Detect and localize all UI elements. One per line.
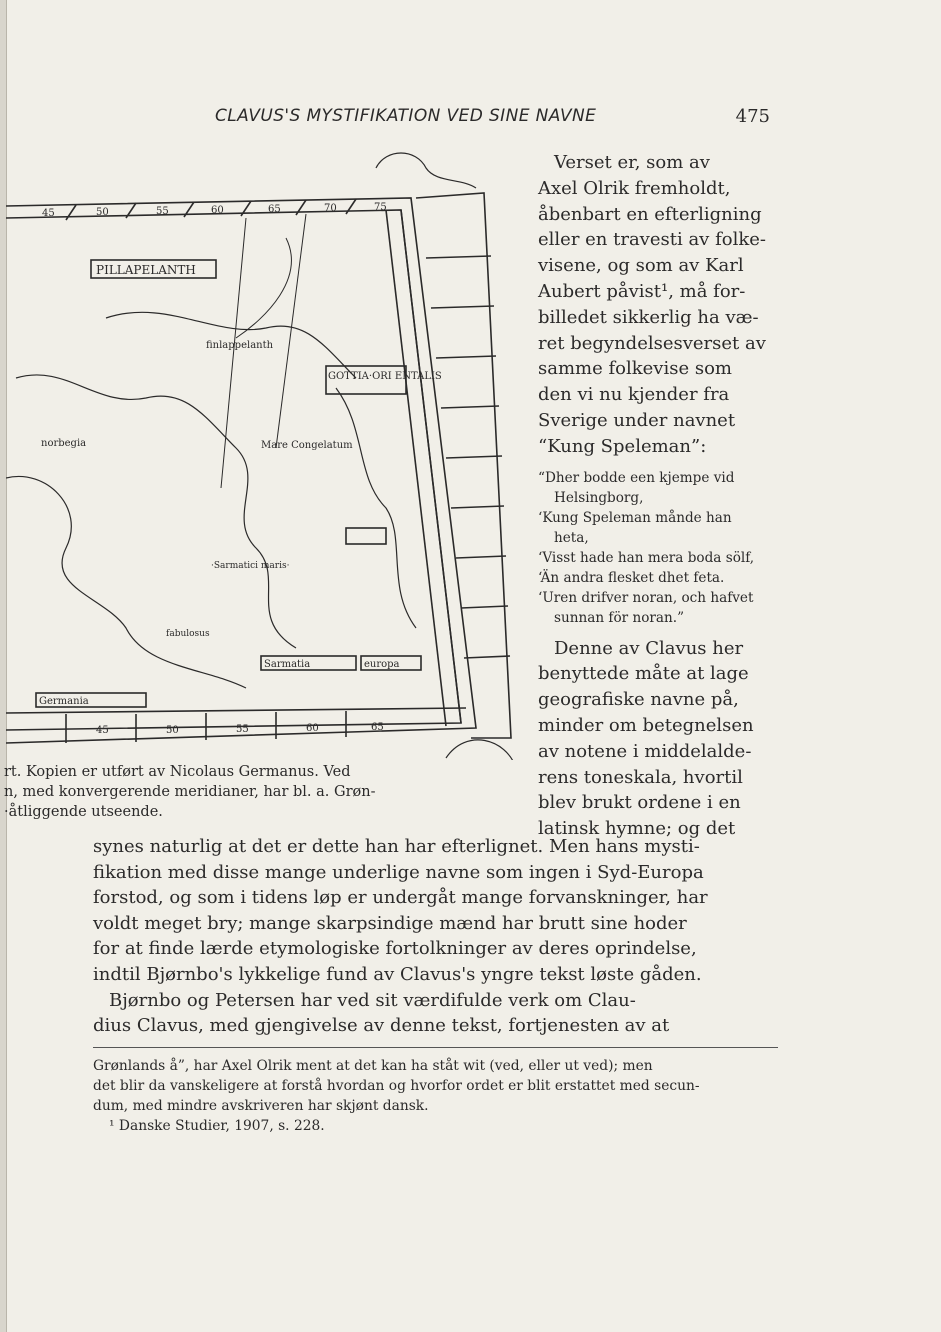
text-line: ret begyndelsesverset av [538, 332, 766, 354]
map-degree-label: 45 [42, 208, 55, 219]
poem-line: ‘Kung Speleman månde han [538, 509, 732, 526]
poem-line: Helsingborg, [554, 489, 644, 506]
poem-line: “Dher bodde een kjempe vid [538, 469, 735, 486]
map-degree-label: 70 [324, 203, 337, 214]
full-width-text [93, 834, 778, 1039]
text-line: Verset er, som av [554, 152, 710, 173]
text-line: blev brukt ordene i en [538, 792, 741, 814]
map-degree-label: 55 [156, 206, 169, 217]
text-line: rens toneskala, hvortil [538, 766, 743, 788]
poem-line: ‘Än andra flesket dhet feta. [538, 569, 725, 586]
map-illustration [6, 148, 526, 760]
map-degree-label: 60 [306, 723, 319, 734]
map-label: fabulosus [166, 629, 210, 639]
footnotes [93, 1056, 783, 1136]
page-header [215, 106, 770, 134]
map-label: finlappelanth [206, 340, 274, 351]
text-line: “Kung Speleman”: [538, 435, 707, 457]
footnote-line: Grønlands å”, har Axel Olrik ment at det kan ha ståt wit (ved, eller ut ved); men [93, 1058, 653, 1074]
text-line: for at finde lærde etymologiske fortolkninger av deres oprindelse, [93, 938, 697, 960]
text-line: indtil Bjørnbo's lykkelige fund av Clavus's yngre tekst løste gåden. [93, 963, 702, 985]
text-line: visene, og som av Karl [538, 255, 744, 277]
map-label: PILLAPELANTH [96, 263, 196, 277]
text-line: åbenbart en efterligning [538, 203, 762, 225]
text-line: av notene i middelalde- [538, 740, 752, 762]
map-degree-label: 50 [166, 725, 179, 736]
caption-line: rt. Kopien er utført av Nicolaus Germanus. Ved [4, 764, 351, 780]
map-degree-label: 75 [374, 202, 387, 213]
poem-line: ‘Visst hade han mera boda sölf, [538, 549, 755, 566]
text-line: synes naturlig at det er dette han har efterlignet. Men hans mysti- [93, 836, 700, 857]
text-line: eller en travesti av folke- [538, 229, 766, 251]
map-degree-label: 65 [371, 722, 384, 733]
caption-line: n, med konvergerende meridianer, har bl. a. Grøn- [4, 784, 376, 800]
text-line: Bjørnbo og Petersen har ved sit værdifulde verk om Clau- [109, 989, 636, 1011]
text-line: Denne av Clavus her [554, 637, 744, 659]
footnote-line: det blir da vanskeligere at forstå hvordan og hvorfor ordet er blit erstattet med secun- [93, 1078, 700, 1094]
poem-quote [538, 468, 774, 628]
map-label: GOTTIA·ORI ENTALIS [328, 371, 442, 382]
text-line: geografiske navne på, [538, 689, 739, 711]
footnote-divider [93, 1047, 778, 1048]
map-degree-label: 60 [211, 205, 224, 216]
poem-line: sunnan för noran.” [554, 609, 685, 626]
map-label: europa [364, 659, 400, 670]
map-label: Sarmatia [264, 659, 311, 670]
right-column-text [538, 150, 774, 842]
map-degree-label: 50 [96, 207, 109, 218]
poem-line: ‘Uren drifver noran, och hafvet [538, 589, 754, 606]
text-line: forstod, og som i tidens løp er undergåt mange forvanskninger, har [93, 887, 708, 909]
map-label: ·Sarmatici maris· [211, 561, 290, 571]
text-line: dius Clavus, med gjengivelse av denne tekst, fortjenesten av at [93, 1015, 670, 1037]
text-line: benyttede måte at lage [538, 663, 749, 685]
text-line: fikation med disse mange underlige navne som ingen i Syd-Europa [93, 861, 704, 883]
text-line: voldt meget bry; mange skarpsindige mænd har brutt sine hoder [93, 912, 687, 934]
footnote-line: dum, med mindre avskriveren har skjønt dansk. [93, 1098, 429, 1114]
map-degree-label: 55 [236, 724, 249, 735]
text-line: billedet sikkerlig ha væ- [538, 306, 759, 328]
map-degree-label: 45 [96, 725, 109, 736]
caption-line: ·åtliggende utseende. [4, 804, 163, 820]
map-label: Germania [39, 696, 89, 707]
running-title: CLAVUS'S MYSTIFIKATION VED SINE NAVNE [215, 106, 597, 126]
footnote-line: ¹ Danske Studier, 1907, s. 228. [109, 1118, 325, 1134]
map-label: norbegia [41, 438, 87, 449]
map-caption [4, 762, 424, 822]
text-line: latinsk hymne; og det [538, 818, 736, 840]
text-line: den vi nu kjender fra [538, 384, 730, 406]
text-line: Aubert påvist¹, må for- [538, 280, 746, 302]
text-line: minder om betegnelsen [538, 714, 754, 736]
map-degree-label: 65 [268, 204, 281, 215]
text-line: samme folkevise som [538, 358, 732, 380]
text-line: Axel Olrik fremholdt, [538, 177, 731, 199]
text-line: Sverige under navnet [538, 409, 736, 431]
poem-line: heta, [554, 529, 589, 546]
map-label: Mare Congelatum [261, 440, 353, 451]
page-number: 475 [735, 106, 770, 127]
